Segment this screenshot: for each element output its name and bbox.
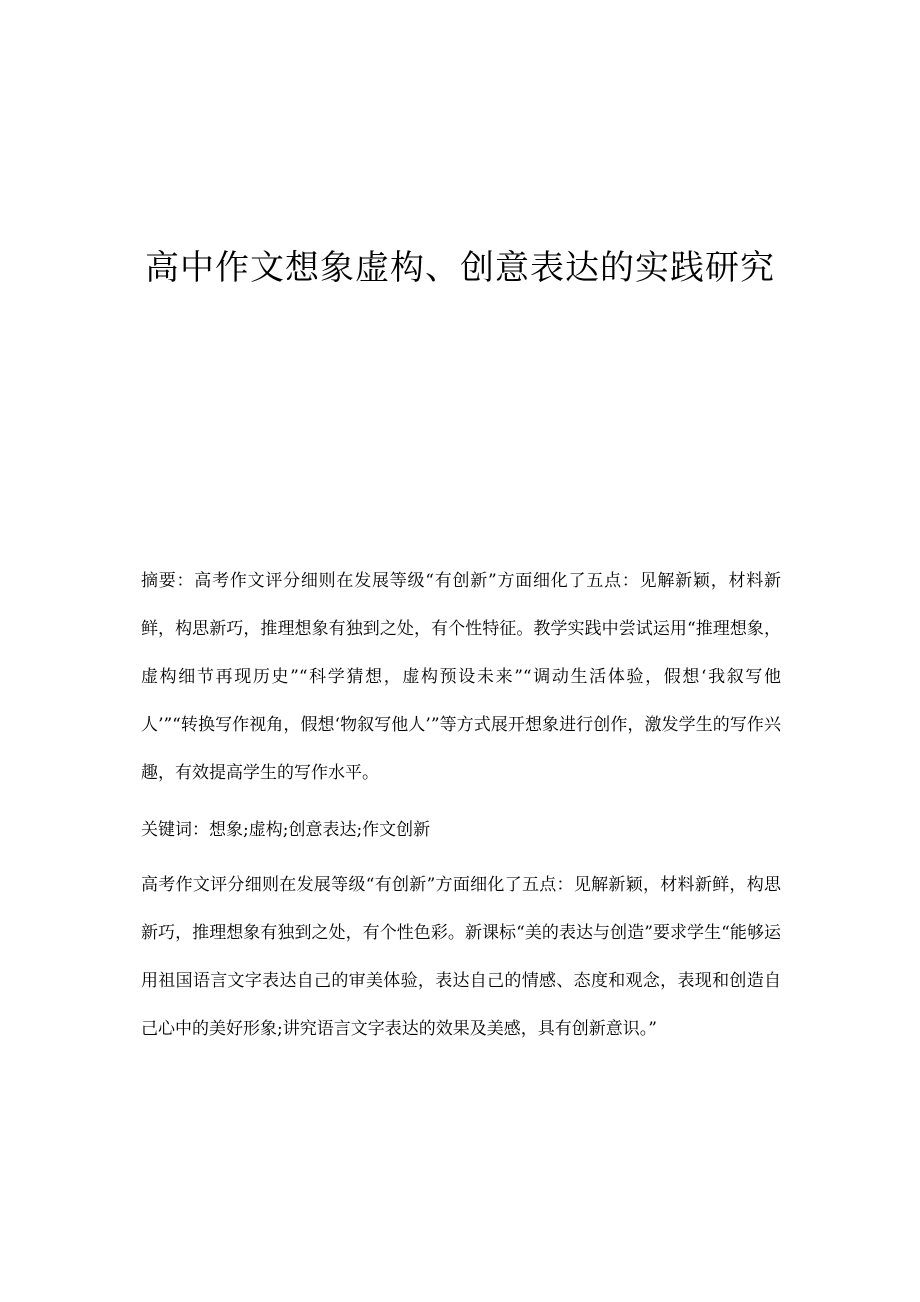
body-paragraph: 高考作文评分细则在发展等级“有创新”方面细化了五点：见解新颖，材料新鲜，构思新巧，推理想象有独到之处，有个性色彩。新课标“美的表达与创造”要求学生“能够运用祖国语言文字表达自己的审美体验，表达自己的情感、态度和观念，表现和创造自己心中的美好形象;讲究语言文字表达的效果及美感，具有创新意识。” — [141, 875, 781, 1039]
keywords-line: 关键词：想象;虚构;创意表达;作文创新 — [141, 820, 431, 840]
abstract-paragraph: 摘要：高考作文评分细则在发展等级“有创新”方面细化了五点：见解新颖，材料新鲜，构思新巧，推理想象有独到之处，有个性特征。教学实践中尝试运用“推理想象，虚构细节再现历史”“科学猜想，虚构预设未来”“调动生活体验，假想‘我叙写他人’”“转换写作视角，假想‘物叙写他人’”等方式展开想象进行创作，激发学生的写作兴趣，有效提高学生的写作水平。 — [141, 571, 781, 783]
document-title: 高中作文想象虚构、创意表达的实践研究 — [145, 248, 775, 288]
